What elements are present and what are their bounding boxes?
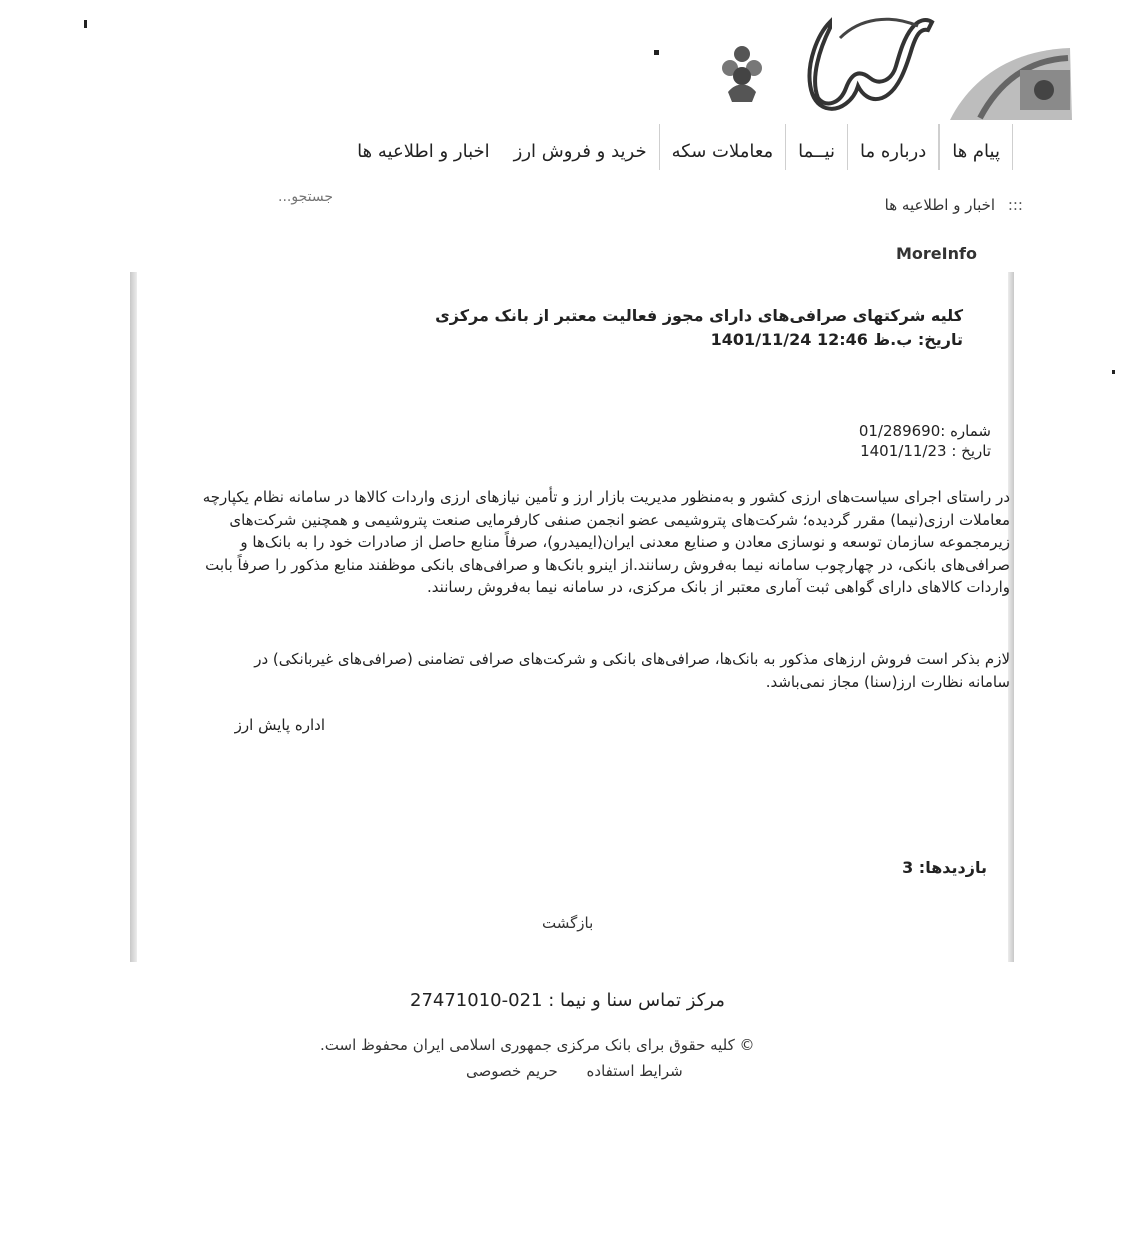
breadcrumb: [885, 196, 1023, 214]
main-nav: [345, 122, 1013, 172]
article-date: تاریخ: ب.ظ 12:46 1401/11/24: [710, 330, 963, 349]
nav-item-about[interactable]: درباره ما: [848, 124, 939, 170]
scan-speck: [1112, 370, 1115, 374]
footer-link-terms[interactable]: شرایط استفاده: [586, 1062, 683, 1080]
flower-emblem-icon: [718, 42, 766, 106]
article-signature: اداره پایش ارز: [234, 716, 325, 734]
nav-item-news[interactable]: اخبار و اطلاعیه ها: [357, 141, 490, 162]
article-title: کلیه شرکتهای صرافی‌های دارای مجوز فعالیت معتبر از بانک مرکزی: [435, 306, 963, 325]
back-link[interactable]: بازگشت: [542, 914, 594, 932]
section-label: MoreInfo: [896, 244, 977, 263]
coin-emblem-icon: [940, 40, 1080, 125]
search-input[interactable]: [276, 188, 410, 206]
view-count: بازدیدها: 3: [902, 858, 987, 877]
breadcrumb-separator: :::: [1007, 196, 1023, 214]
nav-item-messages[interactable]: پیام ها: [939, 124, 1013, 170]
panel-border-left: [130, 272, 137, 962]
article-paragraph-1: در راستای اجرای سیاست‌های ارزی کشور و به‌منظور مدیریت بازار ارز و تأمین نیازهای ارزی واردات کالاها در سامانه نظام یکپارچه معاملات ارزی(نیما) مقرر گردیده؛ شرکت‌های پتروشیمی عضو انجمن صنفی کارفرمایی صنعت پتروشیمی و همچنین شرکت‌های زیرمجموعه سازمان توسعه و نوسازی معادن و صنایع معدنی ایران(ایمیدرو)، صرفاً منابع حاصل از صادرات خود را به بانک‌ها و صرافی‌های بانکی، در چهارچوب سامانه نیما به‌فروش رسانند.از اینرو بانک‌ها و صرافی‌های بانکی موظفند منابع مذکور را صرفاً بابت واردات کالاهای دارای گواهی ثبت آماری معتبر از بانک مرکزی، در سامانه نیما به‌فروش رسانند.: [202, 488, 1010, 596]
scan-speck: [654, 50, 659, 55]
nav-item-nima[interactable]: نیــما: [786, 124, 848, 170]
footer-contact: مرکز تماس سنا و نیما : 021-27471010: [410, 990, 725, 1011]
logo-text: سنا: [870, 68, 872, 69]
scan-speck: [84, 20, 87, 28]
sana-logo[interactable]: [800, 8, 940, 113]
breadcrumb-item-news[interactable]: اخبار و اطلاعیه ها: [884, 196, 996, 214]
letter-number: شماره :01/289690: [858, 422, 991, 440]
nav-item-currency-trade[interactable]: خرید و فروش ارز: [502, 124, 660, 170]
footer-link-privacy[interactable]: حریم خصوصی: [466, 1062, 558, 1080]
letter-date: تاریخ : 1401/11/23: [860, 442, 991, 460]
article-panel: [130, 272, 1014, 962]
nav-item-coin-trade[interactable]: معاملات سکه: [660, 124, 787, 170]
footer-links: [442, 1062, 683, 1080]
footer-copyright: © کلیه حقوق برای بانک مرکزی جمهوری اسلامی ایران محفوظ است.: [320, 1036, 755, 1054]
panel-border-right: [1008, 272, 1014, 962]
article-paragraph-2: لازم بذکر است فروش ارزهای مذکور به بانک‌ها، صرافی‌های بانکی و شرکت‌های صرافی تضامنی (صرافی‌های غیربانکی) در سامانه نظارت ارز(سنا) مجاز نمی‌باشد.: [254, 650, 1010, 691]
